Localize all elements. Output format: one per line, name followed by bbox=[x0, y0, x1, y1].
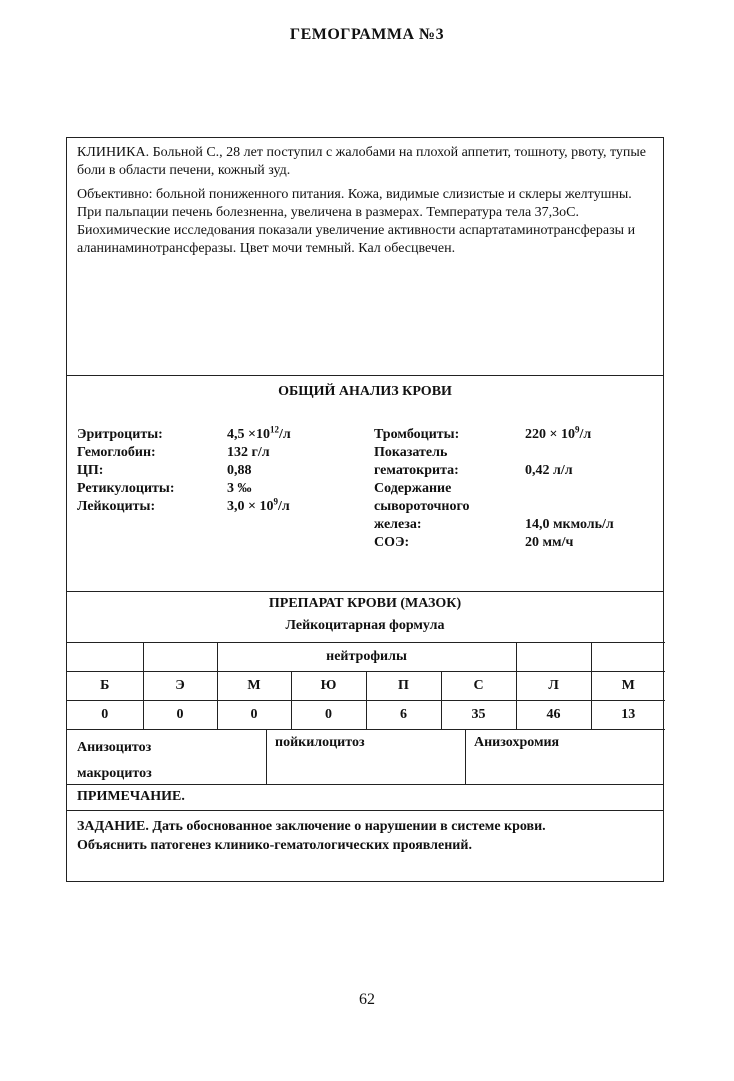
task-line-1: ЗАДАНИЕ. Дать обоснованное заключение о нарушении в системе крови. bbox=[77, 819, 546, 834]
label-wbc: Лейкоциты: bbox=[77, 499, 156, 514]
label-hct-2: гематокрита: bbox=[374, 463, 459, 478]
leukocyte-formula-table bbox=[67, 642, 665, 730]
neutrophils-group-header: нейтрофилы bbox=[217, 643, 516, 672]
page-number: 62 bbox=[359, 991, 375, 1008]
value-ci: 0,88 bbox=[227, 463, 252, 478]
header-basophils: Б bbox=[67, 672, 143, 701]
label-retic: Ретикулоциты: bbox=[77, 481, 175, 496]
label-plt: Тромбоциты: bbox=[374, 427, 460, 442]
cbc-left-values bbox=[227, 426, 291, 516]
header-segmented: С bbox=[441, 672, 516, 701]
leukocyte-formula-title: Лейкоцитарная формула bbox=[285, 618, 445, 633]
value-eosinophils: 0 bbox=[143, 701, 217, 730]
value-wbc: $3,0 \times 10^9/л$ bbox=[227, 496, 290, 514]
value-rbc: $4,5 \times 10^{12}/л$ bbox=[227, 424, 291, 442]
table-header-row bbox=[67, 672, 665, 701]
header-myelocytes: М bbox=[217, 672, 291, 701]
value-basophils: 0 bbox=[67, 701, 143, 730]
label-esr: СОЭ: bbox=[374, 535, 410, 550]
anisochromia-label: Анизохромия bbox=[474, 735, 560, 750]
header-metamyelocytes: Ю bbox=[291, 672, 366, 701]
cbc-left-labels bbox=[77, 426, 175, 516]
value-myelocytes: 0 bbox=[217, 701, 291, 730]
header-band: П bbox=[366, 672, 441, 701]
morphology-col-1 bbox=[67, 729, 267, 785]
smear-title: ПРЕПАРАТ КРОВИ (МАЗОК) bbox=[268, 596, 462, 611]
label-iron-2: сывороточного bbox=[374, 499, 470, 514]
note-row: ПРИМЕЧАНИЕ. bbox=[67, 785, 663, 811]
smear-section bbox=[67, 592, 663, 729]
macrocytosis-label: макроцитоз bbox=[77, 766, 152, 781]
table-group-row bbox=[67, 643, 665, 672]
label-hgb: Гемоглобин: bbox=[77, 445, 156, 460]
cbc-section bbox=[67, 376, 663, 592]
clinical-objective: Объективно: больной пониженного питания. Кожа, видимые слизистые и склеры желтушны. При пальпации печень болезненна, увеличена в размерах. Температура тела 37,3оС. Биохимические исследования показали увеличение активности аспартатаминотрансферазы и аланинаминотрансферазы. Цвет мочи темный. Кал обесцвечен. bbox=[77, 187, 636, 256]
page-title: ГЕМОГРАММА №3 bbox=[289, 26, 445, 43]
anisocytosis-label: Анизоцитоз bbox=[77, 740, 152, 755]
value-monocytes: 13 bbox=[591, 701, 665, 730]
value-segmented: 35 bbox=[441, 701, 516, 730]
value-retic: 3 ‰ bbox=[227, 481, 252, 496]
value-band: 6 bbox=[366, 701, 441, 730]
label-iron-3: железа: bbox=[374, 517, 422, 532]
hemogram-sheet bbox=[66, 137, 664, 882]
morphology-section bbox=[67, 729, 663, 785]
value-hgb: 132 г/л bbox=[227, 445, 270, 460]
cbc-right-values bbox=[525, 426, 614, 552]
value-hct: 0,42 л/л bbox=[525, 463, 573, 478]
table-value-row bbox=[67, 701, 665, 730]
value-esr: 20 мм/ч bbox=[525, 535, 574, 550]
clinical-section bbox=[67, 138, 663, 376]
label-iron-1: Содержание bbox=[374, 481, 452, 496]
cbc-right-labels bbox=[374, 426, 470, 552]
label-ci: ЦП: bbox=[77, 463, 104, 478]
cbc-title: ОБЩИЙ АНАЛИЗ КРОВИ bbox=[278, 384, 452, 399]
value-iron: 14,0 мкмоль/л bbox=[525, 517, 614, 532]
clinical-complaints: КЛИНИКА. Больной С., 28 лет поступил с жалобами на плохой аппетит, тошноту, рвоту, тупые боли в области печени, кожный зуд. bbox=[77, 145, 646, 178]
task-line-2: Объяснить патогенез клинико-гематологических проявлений. bbox=[77, 838, 472, 853]
value-lymphocytes: 46 bbox=[516, 701, 591, 730]
task-section bbox=[67, 811, 663, 861]
poikilocytosis-label: пойкилоцитоз bbox=[267, 729, 466, 785]
value-plt: $220 \times 10^9/л$ bbox=[525, 424, 592, 442]
label-hct-1: Показатель bbox=[374, 445, 448, 460]
header-monocytes: М bbox=[591, 672, 665, 701]
header-lymphocytes: Л bbox=[516, 672, 591, 701]
header-eosinophils: Э bbox=[143, 672, 217, 701]
value-metamyelocytes: 0 bbox=[291, 701, 366, 730]
label-rbc: Эритроциты: bbox=[77, 427, 163, 442]
